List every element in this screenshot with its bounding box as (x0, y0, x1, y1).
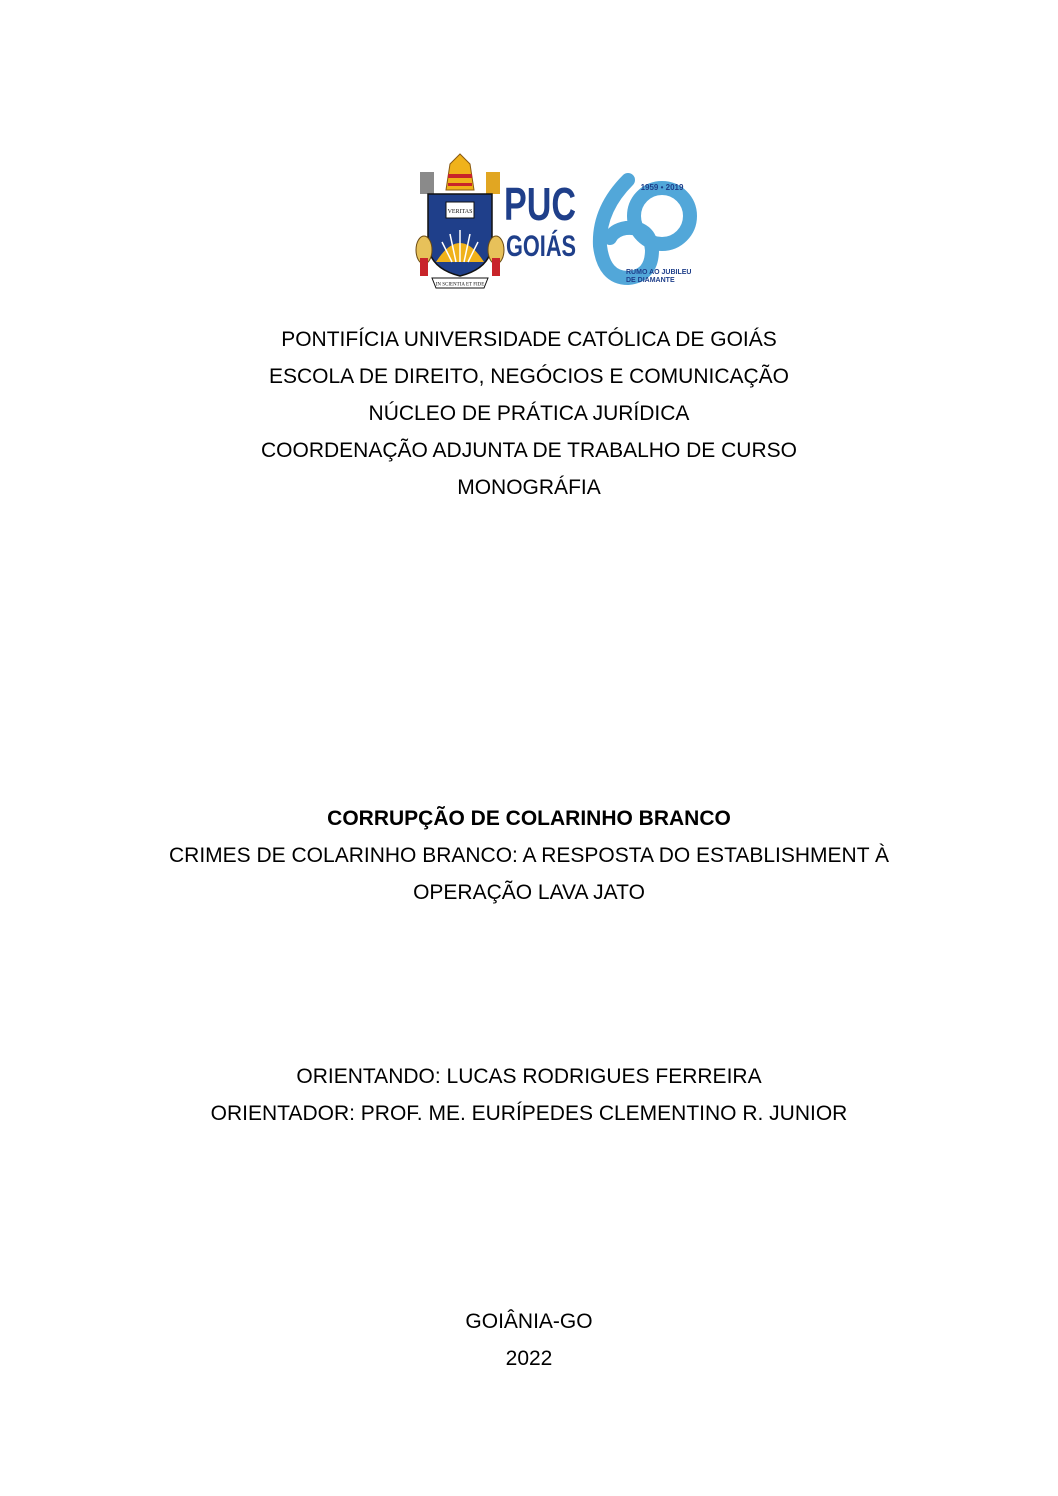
city: GOIÂNIA-GO (465, 1310, 593, 1333)
brand-goias: GOIÁS (506, 230, 603, 263)
year: 2022 (505, 1347, 553, 1370)
document-type: MONOGRÁFIA (457, 476, 601, 499)
brand-puc: PUC (504, 178, 576, 230)
student-name: ORIENTANDO: LUCAS RODRIGUES FERREIRA (296, 1065, 762, 1088)
subtitle-line-1: CRIMES DE COLARINHO BRANCO: A RESPOSTA DO ESTABLISHMENT À (169, 844, 889, 867)
title-block (0, 800, 1058, 911)
coordination-name: COORDENAÇÃO ADJUNTA DE TRABALHO DE CURSO (261, 439, 797, 462)
jubilee-caption-2: DE DIAMANTE (626, 277, 675, 284)
university-crest (416, 154, 504, 288)
jubilee-60-mark (600, 180, 692, 284)
institution-header (0, 321, 1058, 506)
authors-block (0, 1058, 1058, 1132)
svg-text:VERITAS: VERITAS (447, 209, 473, 215)
svg-text:IN SCIENTIA ET FIDE: IN SCIENTIA ET FIDE (435, 282, 485, 288)
footer-block (0, 1303, 1058, 1377)
university-name: PONTIFÍCIA UNIVERSIDADE CATÓLICA DE GOIÁS (281, 328, 777, 351)
school-name: ESCOLA DE DIREITO, NEGÓCIOS E COMUNICAÇÃO (268, 365, 790, 388)
advisor-name: ORIENTADOR: PROF. ME. EURÍPEDES CLEMENTINO R. JUNIOR (210, 1102, 848, 1125)
puc-goias-logo (414, 150, 699, 292)
subtitle-line-2: OPERAÇÃO LAVA JATO (413, 881, 645, 904)
nucleus-name: NÚCLEO DE PRÁTICA JURÍDICA (368, 402, 690, 425)
jubilee-years: 1959 • 2019 (640, 183, 684, 192)
jubilee-caption-1: RUMO AO JUBILEU (626, 269, 692, 276)
main-title: CORRUPÇÃO DE COLARINHO BRANCO (327, 807, 731, 830)
